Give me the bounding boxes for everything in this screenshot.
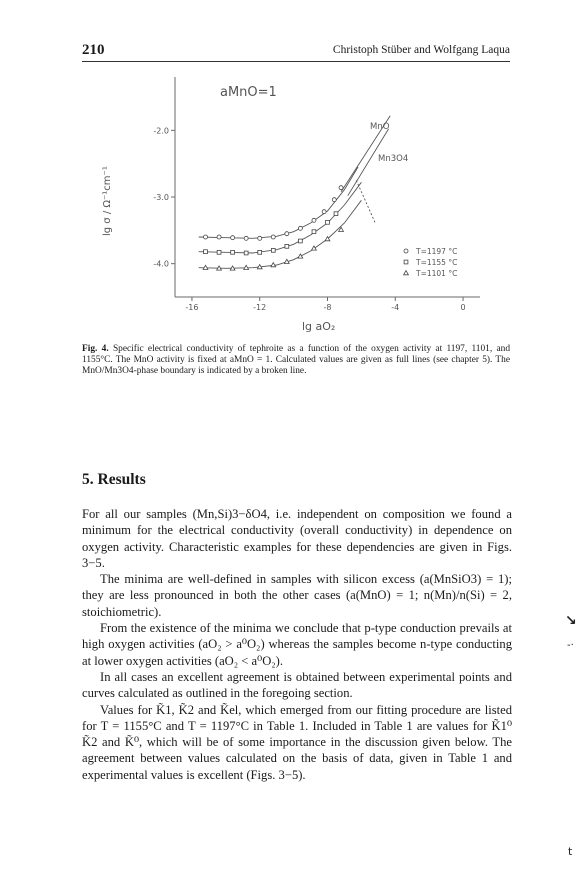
data-point <box>271 235 275 239</box>
legend-marker <box>404 271 409 275</box>
section-title: 5. Results <box>82 471 146 488</box>
conductivity-chart <box>80 72 510 342</box>
x-tick-label: -12 <box>253 303 267 312</box>
page-number: 210 <box>82 42 105 58</box>
paragraph: From the existence of the minima we conclude that p-type conduction prevails at high oxygen activities (aO₂ > a⁰O₂) whereas the samples become n-type conducting at lower oxygen activities (aO₂ < a⁰O₂). <box>82 621 512 668</box>
data-point <box>258 236 262 240</box>
data-point <box>339 186 343 190</box>
body-text <box>82 506 512 783</box>
data-point <box>217 235 221 239</box>
fit-curve <box>199 200 362 268</box>
data-point <box>298 239 302 243</box>
paragraph: In all cases an excellent agreement is obtained between experimental points and curves calculated as outlined in the foregoing section. <box>82 669 512 701</box>
data-point <box>231 250 235 254</box>
legend-label: T=1155 °C <box>416 258 458 267</box>
data-point <box>204 235 208 239</box>
y-tick-label: -3.0 <box>153 193 169 202</box>
figure-caption <box>82 344 510 377</box>
mno-phase-label: MnO <box>370 122 390 132</box>
edge-mark: ↘ <box>565 613 577 629</box>
edge-mark: t <box>568 845 573 858</box>
data-point <box>231 236 235 240</box>
paragraph: Values for K̃1, K̃2 and K̃el, which emerged from our fitting procedure are listed for T = 1155°C and T = 1197°C in Table 1. Included in Table 1 are values for K̃1⁰ K̃2 and K̃⁰, which will be of some importance in the discussion given below. The agreement between values calculated on the basis of data, given in Table 1 and experimental values is excellent (Figs. 3−5). <box>82 702 512 782</box>
phase-boundary-line <box>356 180 375 222</box>
x-tick-label: -4 <box>391 303 400 312</box>
data-point <box>312 246 317 250</box>
page-header <box>82 42 510 60</box>
mn3o4-phase-label: Mn3O4 <box>378 154 409 164</box>
mno-activity-label: aMnO=1 <box>220 85 277 100</box>
fit-curve <box>199 182 362 253</box>
data-point <box>244 236 248 240</box>
chart-legend <box>404 247 458 278</box>
data-point <box>322 210 326 214</box>
data-point <box>298 254 303 258</box>
fit-curve <box>199 167 358 238</box>
data-point <box>271 263 276 267</box>
data-point <box>244 251 248 255</box>
legend-label: T=1101 °C <box>416 269 458 278</box>
data-point <box>217 250 221 254</box>
data-point <box>204 250 208 254</box>
paragraph: For all our samples (Mn,Si)3−δO4, i.e. independent on composition we found a minimum for the electrical conductivity (overall conductivity) in dependence on oxygen activity. Characteristic examples for these dependencies are given in Figs. 3−5. <box>82 507 512 570</box>
y-axis-label: lg σ / Ω⁻¹cm⁻¹ <box>102 166 113 236</box>
x-tick-label: -8 <box>323 303 332 312</box>
paragraph: The minima are well-defined in samples with silicon excess (a(MnSiO3) = 1); they are less pronounced in both the other cases (a(MnO) = 1; n(Mn)/n(Si) = 2, stoichiometric). <box>82 572 512 619</box>
y-tick-label: -4.0 <box>153 259 169 269</box>
conductivity-figure <box>80 72 510 342</box>
caption-label: Fig. 4. <box>82 344 109 354</box>
legend-marker <box>404 249 408 253</box>
data-point <box>298 226 302 230</box>
data-point <box>285 244 289 248</box>
x-tick-label: -16 <box>185 303 199 312</box>
data-point <box>334 212 338 216</box>
data-point <box>271 248 275 252</box>
data-point <box>332 198 336 202</box>
edge-mark: -· <box>567 640 574 651</box>
data-point <box>326 220 330 224</box>
data-point <box>312 230 316 234</box>
caption-text: Specific electrical conductivity of tephroite as a function of the oxygen activity at 1197, 1101, and 1155°C. The MnO activity is fixed at aMnO = 1. Calculated values are given as full lines (see chapter 5). The MnO/Mn3O4-phase boundary is indicated by a broken line. <box>82 344 511 376</box>
data-point <box>258 250 262 254</box>
running-head: Christoph Stüber and Wolfgang Laqua <box>332 44 510 56</box>
data-point <box>312 218 316 222</box>
data-point <box>285 232 289 236</box>
x-tick-label: 0 <box>460 303 466 312</box>
x-axis-label: lg aO₂ <box>302 320 336 333</box>
legend-label: T=1197 °C <box>416 247 458 256</box>
legend-marker <box>404 260 408 264</box>
y-tick-label: -2.0 <box>153 126 169 136</box>
header-rule <box>82 61 510 62</box>
